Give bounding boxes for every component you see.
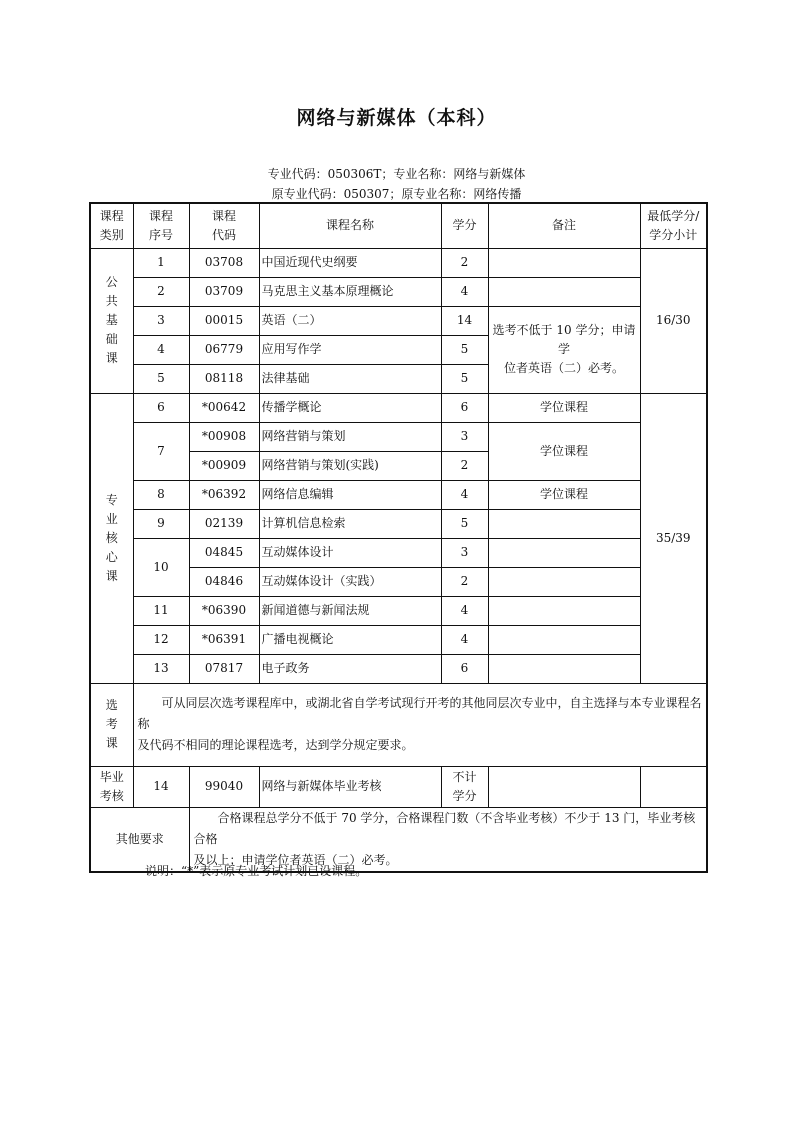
code-cell: *00642 bbox=[189, 393, 259, 422]
credit-cell: 4 bbox=[441, 596, 488, 625]
seq-cell: 5 bbox=[133, 364, 189, 393]
page-title: 网络与新媒体（本科） bbox=[296, 107, 497, 129]
name-cell: 新闻道德与新闻法规 bbox=[259, 596, 441, 625]
credit-cell: 2 bbox=[441, 451, 488, 480]
header-row bbox=[90, 203, 707, 248]
name-cell: 传播学概论 bbox=[259, 393, 441, 422]
code-cell: *00908 bbox=[189, 422, 259, 451]
table-row bbox=[90, 538, 707, 567]
code-cell: *06390 bbox=[189, 596, 259, 625]
name-cell: 计算机信息检索 bbox=[259, 509, 441, 538]
remark-cell: 学位课程 bbox=[488, 422, 640, 480]
credit-cell: 不计 学分 bbox=[441, 766, 488, 807]
code-cell: 03709 bbox=[189, 277, 259, 306]
table-row bbox=[90, 306, 707, 335]
header-min-credit: 最低学分/ 学分小计 bbox=[640, 203, 707, 248]
credit-cell: 4 bbox=[441, 277, 488, 306]
credit-cell: 5 bbox=[441, 335, 488, 364]
elective-description: 可从同层次选考课程库中，或湖北省自学考试现行开考的其他同层次专业中，自主选择与本专业课程名称 及代码不相同的理论课程选考，达到学分规定要求。 bbox=[133, 683, 707, 766]
subtotal-core: 35/39 bbox=[640, 393, 707, 683]
seq-cell: 10 bbox=[133, 538, 189, 596]
name-cell: 互动媒体设计（实践） bbox=[259, 567, 441, 596]
remark-cell bbox=[488, 766, 640, 807]
seq-cell: 11 bbox=[133, 596, 189, 625]
remark-cell bbox=[488, 596, 640, 625]
code-cell: 06779 bbox=[189, 335, 259, 364]
seq-cell: 8 bbox=[133, 480, 189, 509]
table-row bbox=[90, 248, 707, 277]
remark-cell: 学位课程 bbox=[488, 393, 640, 422]
seq-cell: 9 bbox=[133, 509, 189, 538]
name-cell: 电子政务 bbox=[259, 654, 441, 683]
credit-cell: 5 bbox=[441, 509, 488, 538]
seq-cell: 14 bbox=[133, 766, 189, 807]
seq-cell: 1 bbox=[133, 248, 189, 277]
seq-cell: 4 bbox=[133, 335, 189, 364]
name-cell: 网络信息编辑 bbox=[259, 480, 441, 509]
code-cell: *06391 bbox=[189, 625, 259, 654]
seq-cell: 7 bbox=[133, 422, 189, 480]
remark-public-english: 选考不低于 10 学分；申请学 位者英语（二）必考。 bbox=[488, 306, 640, 393]
remark-cell bbox=[488, 277, 640, 306]
table-row bbox=[90, 654, 707, 683]
category-graduation: 毕业 考核 bbox=[90, 766, 133, 807]
code-cell: 99040 bbox=[189, 766, 259, 807]
remark-cell bbox=[488, 654, 640, 683]
table-row bbox=[90, 625, 707, 654]
table-row bbox=[90, 393, 707, 422]
seq-cell: 6 bbox=[133, 393, 189, 422]
code-cell: 03708 bbox=[189, 248, 259, 277]
category-elective: 选 考 课 bbox=[90, 683, 133, 766]
header-code: 课程 代码 bbox=[189, 203, 259, 248]
name-cell: 英语（二） bbox=[259, 306, 441, 335]
credit-cell: 14 bbox=[441, 306, 488, 335]
code-cell: 00015 bbox=[189, 306, 259, 335]
name-cell: 中国近现代史纲要 bbox=[259, 248, 441, 277]
remark-cell bbox=[488, 567, 640, 596]
header-name: 课程名称 bbox=[259, 203, 441, 248]
name-cell: 法律基础 bbox=[259, 364, 441, 393]
category-core: 专 业 核 心 课 bbox=[90, 393, 133, 683]
header-credit: 学分 bbox=[441, 203, 488, 248]
credit-cell: 2 bbox=[441, 248, 488, 277]
credit-cell: 2 bbox=[441, 567, 488, 596]
remark-cell bbox=[488, 509, 640, 538]
remark-cell bbox=[488, 538, 640, 567]
major-code-line: 专业代码：050306T；专业名称：网络与新媒体 bbox=[267, 167, 526, 181]
course-plan-table bbox=[89, 202, 708, 873]
table-row bbox=[90, 596, 707, 625]
code-cell: *06392 bbox=[189, 480, 259, 509]
credit-cell: 5 bbox=[441, 364, 488, 393]
code-cell: 07817 bbox=[189, 654, 259, 683]
credit-cell: 4 bbox=[441, 625, 488, 654]
seq-cell: 13 bbox=[133, 654, 189, 683]
code-cell: 02139 bbox=[189, 509, 259, 538]
name-cell: 马克思主义基本原理概论 bbox=[259, 277, 441, 306]
credit-cell: 6 bbox=[441, 654, 488, 683]
subtotal-public: 16/30 bbox=[640, 248, 707, 393]
credit-cell: 4 bbox=[441, 480, 488, 509]
footnote: 说明：“*”表示原专业考试计划已设课程。 bbox=[145, 864, 368, 878]
code-cell: 08118 bbox=[189, 364, 259, 393]
other-requirements-label: 其他要求 bbox=[90, 807, 189, 872]
seq-cell: 3 bbox=[133, 306, 189, 335]
header-category: 课程 类别 bbox=[90, 203, 133, 248]
table-row bbox=[90, 509, 707, 538]
table-row bbox=[90, 480, 707, 509]
remark-cell bbox=[488, 248, 640, 277]
other-requirements-text: 合格课程总学分不低于 70 学分，合格课程门数（不含毕业考核）不少于 13 门，毕业考核合格 及以上；申请学位者英语（二）必考。 bbox=[189, 807, 707, 872]
original-major-code-line: 原专业代码：050307；原专业名称：网络传播 bbox=[271, 187, 522, 201]
table-row bbox=[90, 277, 707, 306]
elective-row bbox=[90, 683, 707, 766]
remark-cell: 学位课程 bbox=[488, 480, 640, 509]
code-cell: 04846 bbox=[189, 567, 259, 596]
code-cell: *00909 bbox=[189, 451, 259, 480]
name-cell: 广播电视概论 bbox=[259, 625, 441, 654]
category-public: 公 共 基 础 课 bbox=[90, 248, 133, 393]
code-cell: 04845 bbox=[189, 538, 259, 567]
name-cell: 网络营销与策划(实践) bbox=[259, 451, 441, 480]
credit-cell: 3 bbox=[441, 422, 488, 451]
header-remark: 备注 bbox=[488, 203, 640, 248]
name-cell: 网络与新媒体毕业考核 bbox=[259, 766, 441, 807]
graduation-row bbox=[90, 766, 707, 807]
table-row bbox=[90, 422, 707, 451]
remark-cell bbox=[488, 625, 640, 654]
name-cell: 网络营销与策划 bbox=[259, 422, 441, 451]
seq-cell: 12 bbox=[133, 625, 189, 654]
credit-cell: 3 bbox=[441, 538, 488, 567]
name-cell: 互动媒体设计 bbox=[259, 538, 441, 567]
name-cell: 应用写作学 bbox=[259, 335, 441, 364]
subtotal-cell bbox=[640, 766, 707, 807]
credit-cell: 6 bbox=[441, 393, 488, 422]
header-seq: 课程 序号 bbox=[133, 203, 189, 248]
seq-cell: 2 bbox=[133, 277, 189, 306]
